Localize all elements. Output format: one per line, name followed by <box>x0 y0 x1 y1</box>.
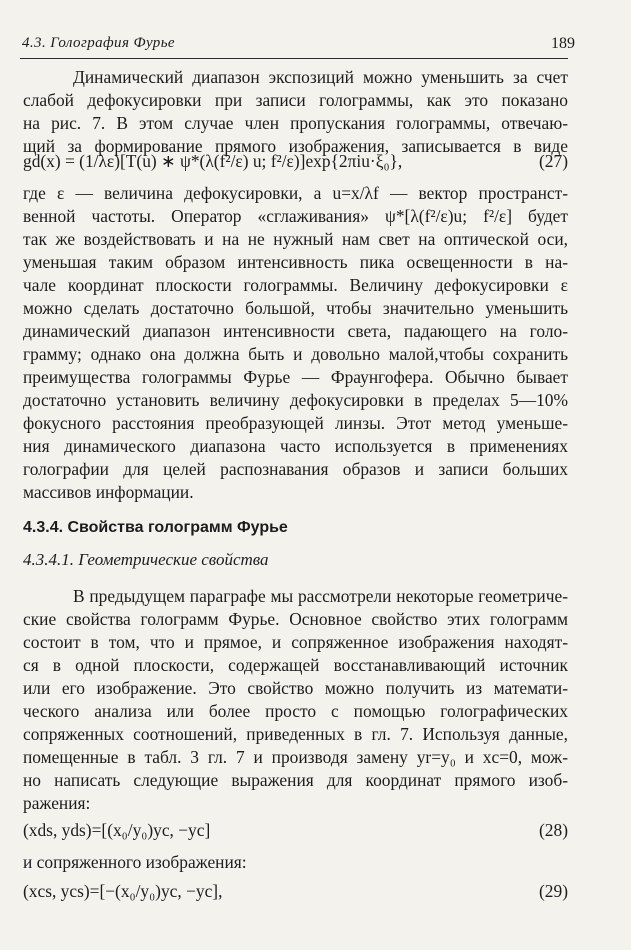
equation-28 <box>23 818 568 842</box>
text-line: на рис. 7. В этом случае член пропускания голограммы, отвечаю- <box>23 113 568 133</box>
text-line: достаточно установить величину дефокусировки в пределах 5—10% <box>23 390 568 410</box>
text-line: венной частоты. Оператор «сглаживания» ψ*[λ(f²/ε)u; f²/ε] будет <box>23 206 568 226</box>
text-line: ческого анализа или более просто с помощью голографических <box>23 701 568 721</box>
equation-expression: gd(x) = (1/λε)[T(u) ∗ ψ*(λ(f²/ε) u; f²/ε)]exp{2πiu·ξ₀}, <box>23 151 403 171</box>
text-line: преимущества голограммы Фурье — Фраунгофера. Обычно бывает <box>23 367 568 387</box>
equation-expression: (xds, yds)=[(x₀/y₀)yc, −yc] <box>23 820 211 840</box>
equation-number: (29) <box>539 881 568 901</box>
text-line: слабой дефокусировки при записи голограммы, как это показано <box>23 90 568 110</box>
subsection-heading: 4.3.4.1. Геометрические свойства <box>23 550 269 569</box>
text-line: динамический диапазон интенсивности света, падающего на голо- <box>23 321 568 341</box>
equation-27 <box>23 149 568 173</box>
page-number: 189 <box>551 35 575 52</box>
text-line: голографии для целей распознавания образов и записи больших <box>23 459 568 479</box>
equation-29 <box>23 879 568 903</box>
running-head <box>0 28 631 56</box>
text-line: грамму; однако она должна быть и довольно малой,чтобы сохранить <box>23 344 568 364</box>
equation-expression: (xcs, ycs)=[−(x₀/y₀)yc, −yc], <box>23 881 223 901</box>
text-line: массивов информации. <box>23 482 194 502</box>
text-line: помещенные в табл. 3 гл. 7 и производя замену yr=y₀ и xc=0, мож- <box>23 747 568 767</box>
header-rule <box>20 58 568 59</box>
text-line: где ε — величина дефокусировки, а u=x/λf — вектор пространст- <box>23 183 568 203</box>
text-line: уменьшая таким образом интенсивность пика освещенности в на- <box>23 252 568 272</box>
text-line: фокусного расстояния преобразующей линзы. Этот метод уменьше- <box>23 413 568 433</box>
text-line: ские свойства голограмм Фурье. Основное свойство этих голограмм <box>23 609 568 629</box>
running-head-title: 4.3. Голография Фурье <box>22 35 175 51</box>
text-line: ражения: <box>23 793 91 813</box>
text-line: чале координат плоскости голограммы. Величину дефокусировки ε <box>23 275 568 295</box>
text-line: и сопряженного изображения: <box>23 852 247 872</box>
text-line: щий за формирование прямого изображения, записывается в виде <box>23 136 568 156</box>
equation-number: (27) <box>539 151 568 171</box>
text-line: ся в одной плоскости, содержащей восстанавливающий источник <box>23 655 568 675</box>
text-line: В предыдущем параграфе мы рассмотрели некоторые геометриче- <box>73 586 568 606</box>
text-line: Динамический диапазон экспозиций можно уменьшить за счет <box>73 67 568 87</box>
equation-number: (28) <box>539 820 568 840</box>
text-line: ния динамического диапазона часто используется в применениях <box>23 436 568 456</box>
text-line: или его изображение. Это свойство можно получить из математи- <box>23 678 568 698</box>
text-line: можно сделать достаточно большой, чтобы значительно уменьшить <box>23 298 568 318</box>
text-line: так же воздействовать и на не нужный нам свет на оптической оси, <box>23 229 568 249</box>
text-line: сопряженных соотношений, приведенных в гл. 7. Используя данные, <box>23 724 568 744</box>
text-line: состоит в том, что и прямое, и сопряженное изображения находят- <box>23 632 568 652</box>
text-line: но написать следующие выражения для координат прямого изоб- <box>23 770 568 790</box>
section-heading: 4.3.4. Свойства голограмм Фурье <box>23 519 288 536</box>
